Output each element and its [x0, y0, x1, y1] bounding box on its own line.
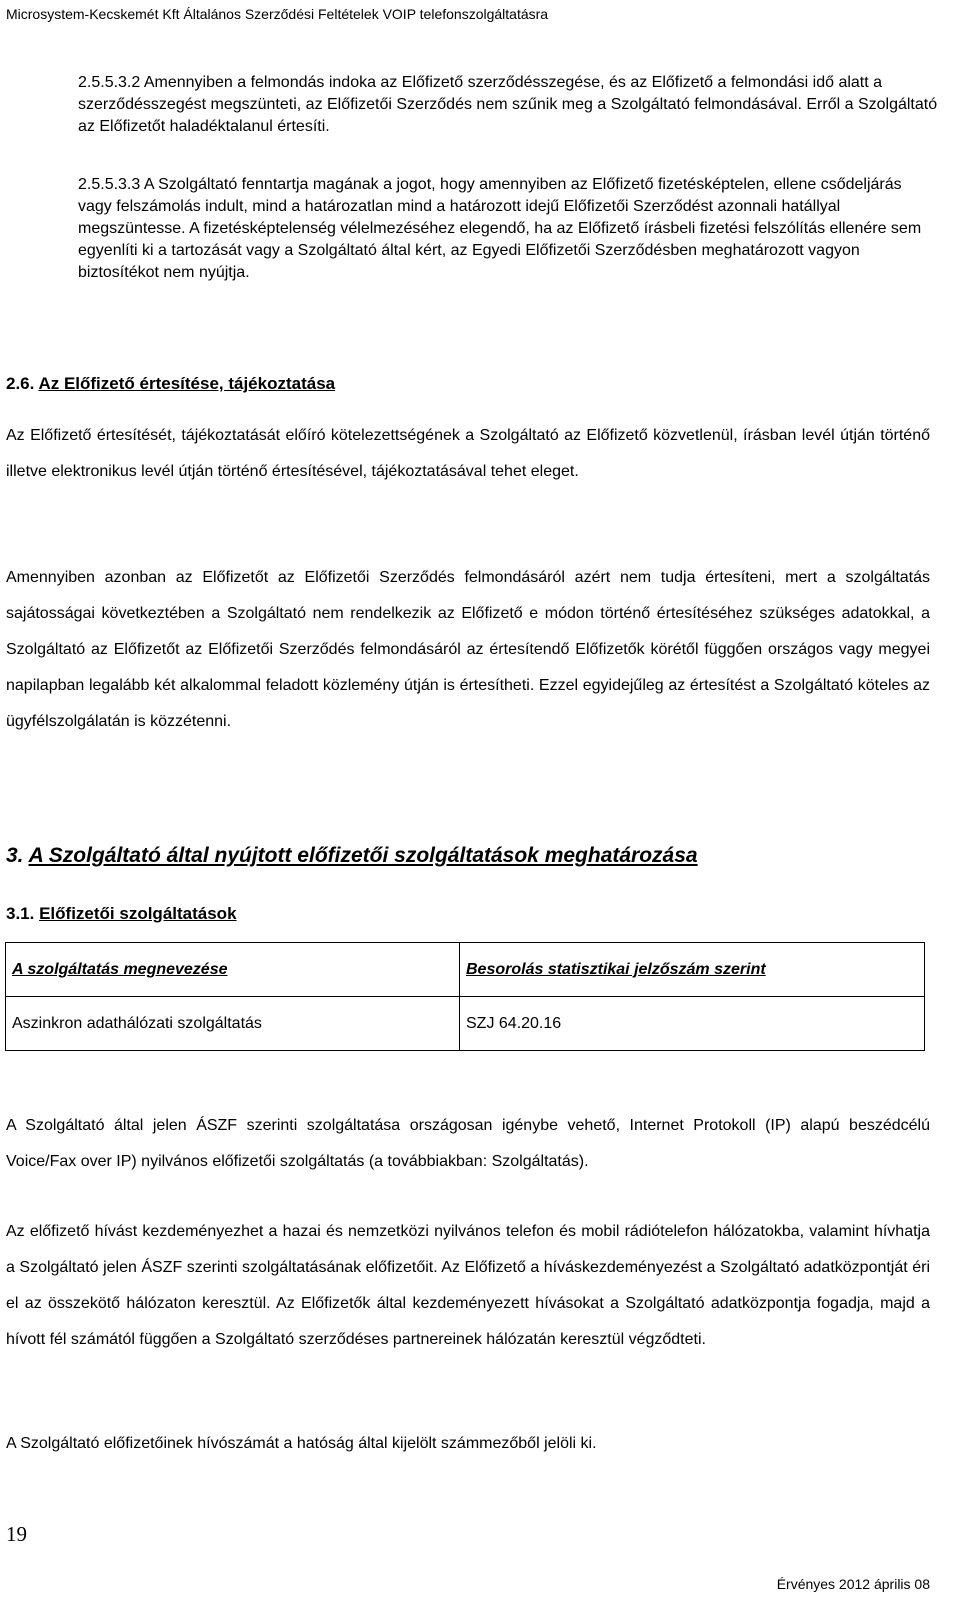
section-heading-2-6 — [6, 374, 335, 394]
paragraph-3-1-number-allocation: A Szolgáltató előfizetőinek hívószámát a hatóság által kijelölt számmezőből jelöli ki. — [6, 1435, 597, 1452]
paragraph-2-6-termination-notice: Amennyiben azonban az Előfizetőt az Előfizetői Szerződés felmondásáról azért nem tudja értesíteni, mert a szolgáltatás sajátosságai következtében a Szolgáltató nem rendelkezik az Előfizető e módon történő értesítéséhez szükséges adatokkal, a Szolgáltató az Előfizetőt az Előfizetői Szerződés felmondásáról az értesítendő Előfizetők körétől függően országos vagy megyei napilapban legalább két alkalommal feladott közlemény útján is értesítheti. Ezzel egyidejűleg az értesítést a Szolgáltató köteles az ügyfélszolgálatán is közzétenni. — [6, 569, 930, 730]
table-header-row — [6, 943, 925, 997]
document-header: Microsystem-Kecskemét Kft Általános Szerződési Feltételek VOIP telefonszolgáltatásra — [6, 6, 549, 22]
paragraph-2-5-5-3-3: 2.5.5.3.3 A Szolgáltató fenntartja magának a jogot, hogy amennyiben az Előfizető fizetésképtelen, ellene csődeljárás vagy felszámolás indult, mind a határozatlan mind a határozott idejű Előfizetői Szerződést azonnali hatállyal megszüntesse. A fizetésképtelenség vélelmezéséhez elegendő, ha az Előfizető írásbeli fizetési felszólítás ellenére sem egyenlíti ki a tartozását vagy a Szolgáltató által kért, az Egyedi Előfizetői Szerződésben meghatározott vagyon biztosítékot nem nyújtja. — [78, 176, 922, 281]
page-number: 19 — [6, 1522, 27, 1546]
column-header-service-name: A szolgáltatás megnevezése — [6, 943, 460, 997]
validity-footer: Érvényes 2012 április 08 — [776, 1576, 930, 1592]
section-number: 3.1. — [6, 904, 35, 923]
section-title: Az Előfizető értesítése, tájékoztatása — [38, 374, 336, 393]
paragraph-3-1-call-routing: Az előfizető hívást kezdeményezhet a hazai és nemzetközi nyilvános telefon és mobil rádiótelefon hálózatokba, valamint hívhatja a Szolgáltató jelen ÁSZF szerinti szolgáltatásának előfizetőit. Az Előfizető a híváskezdeményezést a Szolgáltató adatközpontját éri el az összekötő hálózaton keresztül. Az Előfizetők által kezdeményezett hívásokat a Szolgáltató adatközpontja fogadja, majd a hívott fél számától függően a Szolgáltató szerződéses partnereinek hálózatán keresztül végződteti. — [6, 1223, 930, 1348]
paragraph-2-5-5-3-2: 2.5.5.3.2 Amennyiben a felmondás indoka az Előfizető szerződésszegése, és az Előfizető a felmondási idő alatt a szerződésszegést megszünteti, az Előfizetői Szerződés nem szűnik meg a Szolgáltató felmondásával. Erről a Szolgáltató az Előfizetőt haladéktalanul értesíti. — [78, 74, 938, 135]
section-number: 2.6. — [6, 374, 35, 393]
service-classification-table — [5, 942, 925, 1051]
paragraph-3-1-service-description: A Szolgáltató által jelen ÁSZF szerinti szolgáltatása országosan igénybe vehető, Internet Protokoll (IP) alapú beszédcélú Voice/Fax over IP) nyilvános előfizetői szolgáltatás (a továbbiakban: Szolgáltatás). — [6, 1117, 930, 1170]
section-heading-3 — [6, 844, 698, 868]
section-title: A Szolgáltató által nyújtott előfizetői szolgáltatások meghatározása — [28, 844, 698, 867]
table-row — [6, 997, 925, 1051]
section-number: 3. — [6, 844, 24, 867]
paragraph-2-6-notification: Az Előfizető értesítését, tájékoztatását előíró kötelezettségének a Szolgáltató az Előfizető közvetlenül, írásban levél útján történő illetve elektronikus levél útján történő értesítésével, tájékoztatásával tehet eleget. — [6, 427, 930, 480]
section-heading-3-1 — [6, 904, 237, 924]
section-title: Előfizetői szolgáltatások — [39, 904, 237, 923]
cell-statistical-code: SZJ 64.20.16 — [460, 997, 925, 1051]
cell-service-name: Aszinkron adathálózati szolgáltatás — [6, 997, 460, 1051]
column-header-statistical-code: Besorolás statisztikai jelzőszám szerint — [460, 943, 925, 997]
